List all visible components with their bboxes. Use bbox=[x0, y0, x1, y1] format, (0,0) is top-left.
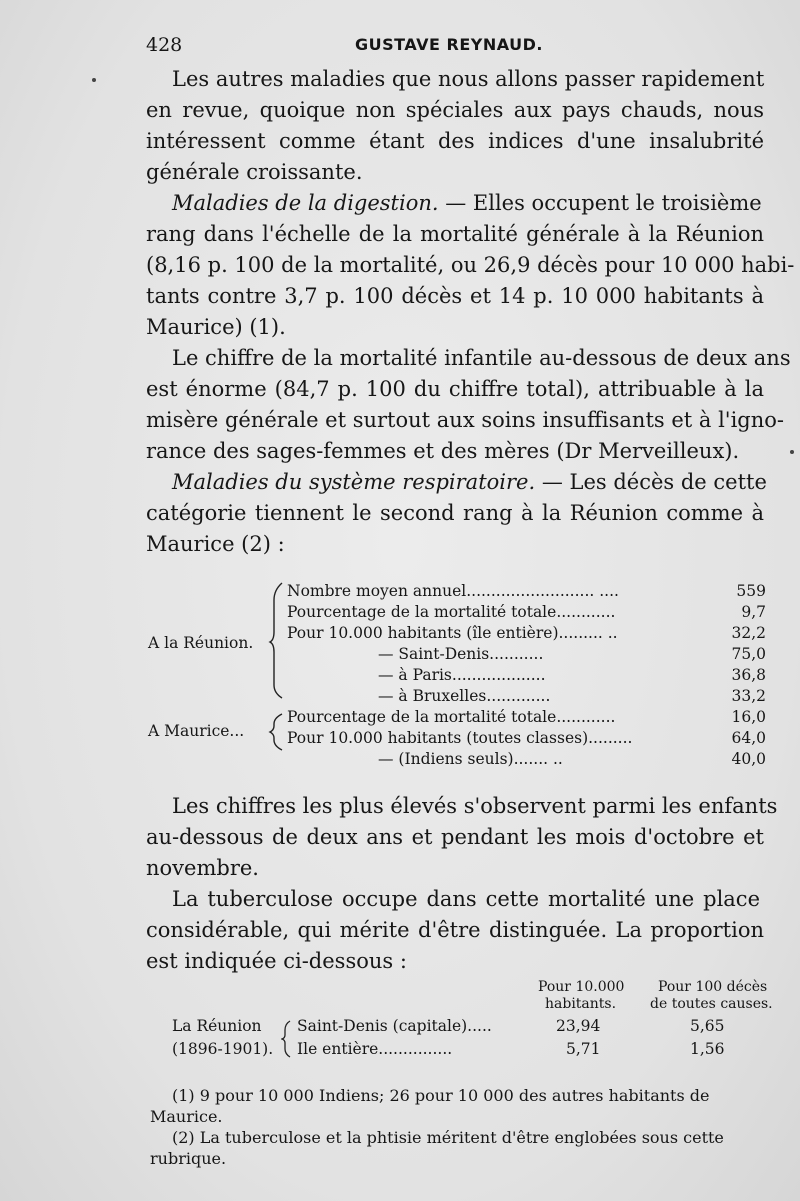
table1-row-4-value: 75,0 bbox=[731, 645, 766, 663]
table1-row-2-value: 9,7 bbox=[741, 603, 766, 621]
table2-row-2-v1: 5,71 bbox=[566, 1040, 601, 1058]
para4-line-3: Maurice (2) : bbox=[146, 532, 285, 556]
table1-row-3-value: 32,2 bbox=[731, 624, 766, 642]
table1-row-4-label: — Saint-Denis........... bbox=[378, 645, 544, 663]
label-maurice: A Maurice... bbox=[148, 722, 245, 740]
para2-first-rest: — Elles occupent le troisième bbox=[438, 191, 762, 215]
page-number: 428 bbox=[146, 34, 183, 56]
table1-row-1-label: Nombre moyen annuel.......................... .... bbox=[287, 582, 619, 600]
table1-row-6-value: 33,2 bbox=[731, 687, 766, 705]
table2-row-1-label: Saint-Denis (capitale)..... bbox=[297, 1017, 492, 1035]
table1-row-7-value: 16,0 bbox=[731, 708, 766, 726]
footnote-1-line-2: Maurice. bbox=[150, 1107, 223, 1126]
para2-line-4: tants contre 3,7 p. 100 décès et 14 p. 10 000 habitants à bbox=[146, 284, 764, 308]
para2-line-2: rang dans l'échelle de la mortalité générale à la Réunion bbox=[146, 222, 764, 246]
table1-row-9-value: 40,0 bbox=[731, 750, 766, 768]
para5-line-1: Les chiffres les plus élevés s'observent parmi les enfants bbox=[172, 794, 778, 818]
table2-row-1-v1: 23,94 bbox=[556, 1017, 601, 1035]
table1-row-6-label: — à Bruxelles............. bbox=[378, 687, 551, 705]
para4-line-2: catégorie tiennent le second rang à la Réunion comme à bbox=[146, 501, 764, 525]
para2-line-1 bbox=[172, 188, 760, 219]
footnote-2-line-2: rubrique. bbox=[150, 1149, 227, 1168]
table1-row-5-value: 36,8 bbox=[731, 666, 766, 684]
para6-line-3: est indiquée ci-dessous : bbox=[146, 949, 407, 973]
para6-line-1: La tuberculose occupe dans cette mortalité une place bbox=[172, 887, 760, 911]
para2-heading: Maladies de la digestion. bbox=[172, 191, 439, 215]
para4-line-1 bbox=[172, 467, 767, 498]
table1-row-8-value: 64,0 bbox=[731, 729, 766, 747]
table2-row-2-v2: 1,56 bbox=[690, 1040, 725, 1058]
table2-row-2-label: Ile entière............... bbox=[297, 1040, 453, 1058]
table2-col1-head-2: habitants. bbox=[545, 996, 617, 1012]
running-title: GUSTAVE REYNAUD. bbox=[355, 35, 543, 54]
table1-row-1-value: 559 bbox=[736, 582, 766, 600]
para4-heading: Maladies du système respiratoire. bbox=[172, 470, 536, 494]
footnote-1-line-1: (1) 9 pour 10 000 Indiens; 26 pour 10 000 des autres habitants de bbox=[172, 1086, 710, 1105]
table1-row-7-label: Pourcentage de la mortalité totale............ bbox=[287, 708, 616, 726]
para1-line-1: Les autres maladies que nous allons passer rapidement bbox=[172, 67, 765, 91]
para3-line-2: est énorme (84,7 p. 100 du chiffre total), attribuable à la bbox=[146, 377, 764, 401]
table2-brace bbox=[281, 1018, 293, 1060]
para5-line-2: au-dessous de deux ans et pendant les mois d'octobre et bbox=[146, 825, 764, 849]
table2-label-bottom: (1896-1901). bbox=[172, 1040, 274, 1058]
para2-line-5: Maurice) (1). bbox=[146, 315, 286, 339]
table2-col2-head-2: de toutes causes. bbox=[650, 996, 773, 1012]
para1-line-2: en revue, quoique non spéciales aux pays chauds, nous bbox=[146, 98, 764, 122]
para2-line-3: (8,16 p. 100 de la mortalité, ou 26,9 décès pour 10 000 habi- bbox=[146, 253, 795, 277]
table2-col2-head-1: Pour 100 décès bbox=[658, 979, 768, 995]
para3-line-4: rance des sages-femmes et des mères (Dr Merveilleux). bbox=[146, 439, 740, 463]
para6-line-2: considérable, qui mérite d'être distinguée. La proportion bbox=[146, 918, 764, 942]
para3-line-1: Le chiffre de la mortalité infantile au-dessous de deux ans bbox=[172, 346, 791, 370]
table1-row-8-label: Pour 10.000 habitants (toutes classes)......... bbox=[287, 729, 633, 747]
footnote-2-line-1: (2) La tuberculose et la phtisie méritent d'être englobées sous cette bbox=[172, 1128, 724, 1147]
margin-mark bbox=[790, 450, 794, 454]
table1-row-5-label: — à Paris................... bbox=[378, 666, 546, 684]
table2-col1-head-1: Pour 10.000 bbox=[538, 979, 625, 995]
label-reunion: A la Réunion. bbox=[148, 634, 254, 652]
table2-row-1-v2: 5,65 bbox=[690, 1017, 725, 1035]
para3-line-3: misère générale et surtout aux soins insuffisants et à l'igno- bbox=[146, 408, 784, 432]
para1-line-4: générale croissante. bbox=[146, 160, 363, 184]
table1-row-3-label: Pour 10.000 habitants (île entière)......... .. bbox=[287, 624, 618, 642]
table1-row-9-label: — (Indiens seuls)....... .. bbox=[378, 750, 563, 768]
table1-row-2-label: Pourcentage de la mortalité totale............ bbox=[287, 603, 616, 621]
table-braces bbox=[268, 580, 288, 770]
table2-label-top: La Réunion bbox=[172, 1017, 262, 1035]
margin-mark bbox=[92, 78, 96, 82]
para1-line-3: intéressent comme étant des indices d'une insalubrité bbox=[146, 129, 764, 153]
para4-first-rest: — Les décès de cette bbox=[535, 470, 767, 494]
para5-line-3: novembre. bbox=[146, 856, 259, 880]
